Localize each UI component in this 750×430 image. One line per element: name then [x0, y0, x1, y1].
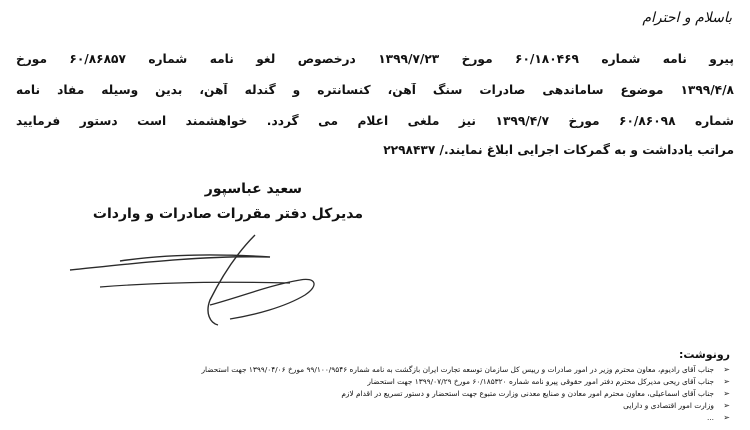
body-line: شماره ۶۰/۸۶۰۹۸ مورخ ۱۳۹۹/۴/۷ نیز ملغی اعلام می گردد. خواهشمند است دستور فرمایید	[16, 114, 734, 128]
cc-item	[90, 412, 730, 424]
cc-item-text: جناب آقای اسماعیلی، معاون محترم امور معادن و صنایع معدنی وزارت متبوع جهت استحضار و دستور تسریع در اقدام لازم	[341, 389, 714, 398]
body-line: پیرو نامه شماره ۶۰/۱۸۰۴۶۹ مورخ ۱۳۹۹/۷/۲۳ درخصوص لغو نامه شماره ۶۰/۸۶۸۵۷ مورخ	[16, 52, 734, 66]
arrow-bullet-icon: ➢	[723, 401, 730, 410]
arrow-bullet-icon: ➢	[723, 377, 730, 386]
cc-item	[90, 376, 730, 388]
cc-item-text: جناب آقای ریحی مدیرکل محترم دفتر امور حقوقی پیرو نامه شماره ۶۰/۱۸۵۳۲۰ مورخ ۱۳۹۹/۰۷/۲۹ جهت استحضار	[367, 377, 714, 386]
body-line: مراتب یادداشت و به گمرکات اجرایی ابلاغ نمایند./ ۲۲۹۸۴۳۷	[383, 143, 734, 157]
arrow-bullet-icon: ➢	[723, 389, 730, 398]
signer-title: مدیرکل دفتر مقررات صادرات و واردات	[92, 206, 363, 222]
cc-item	[90, 364, 730, 376]
cc-item-text: ...	[706, 413, 714, 422]
cc-list	[90, 364, 730, 424]
arrow-bullet-icon: ➢	[723, 413, 730, 422]
cc-item	[90, 400, 730, 412]
cc-heading: رونوشت:	[678, 348, 730, 361]
cc-item-text: جناب آقای رادیوم، معاون محترم وزیر در امور صادرات و رییس کل سازمان توسعه تجارت ایران بازگشت به نامه شماره ۹۹/۱۰۰/۹۵۴۶ مورخ ۱۳۹۹/۰۴/۰۶ جهت استحضار	[201, 365, 714, 374]
body-line: ۱۳۹۹/۴/۸ موضوع ساماندهی صادرات سنگ آهن، کنسانتره و گندله آهن، بدین وسیله مفاد نامه	[16, 83, 734, 97]
cc-item-text: وزارت امور اقتصادی و دارایی	[623, 401, 714, 410]
signer-name: سعید عباسپور	[204, 181, 302, 197]
salutation: باسلام و احترام	[642, 10, 732, 26]
arrow-bullet-icon: ➢	[723, 365, 730, 374]
cc-item	[90, 388, 730, 400]
handwritten-signature	[60, 225, 360, 335]
